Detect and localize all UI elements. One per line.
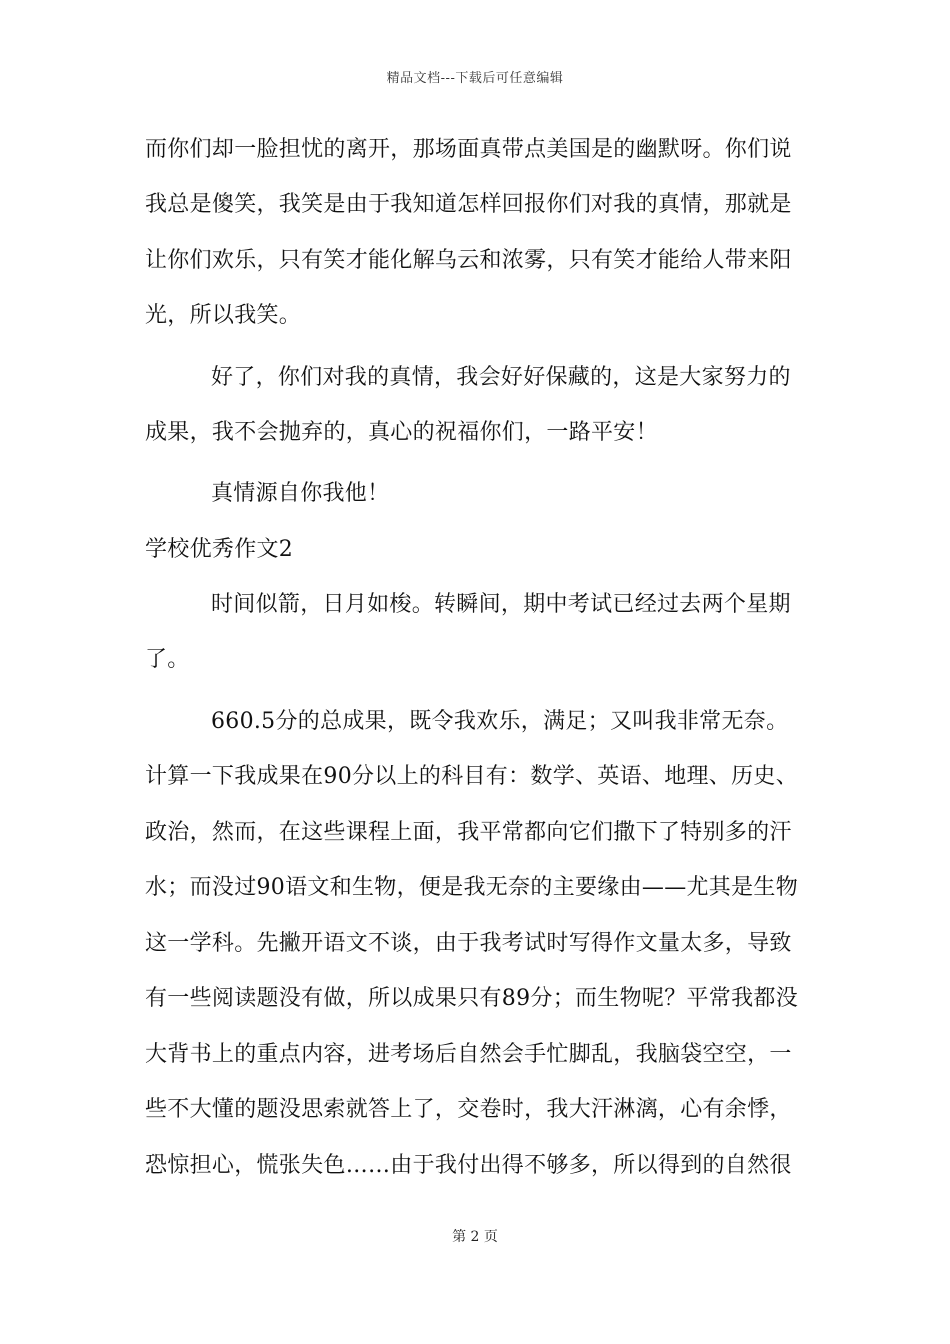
text-line: 了。 [145,647,190,672]
text-line: 恐惊担心，慌张失色……由于我付出得不够多，所以得到的自然很 [145,1153,792,1178]
paragraph-first-line: 好了，你们对我的真情，我会好好保藏的，这是大家努力的 [211,365,791,390]
text-line: 而你们却一脸担忧的离开，那场面真带点美国是的幽默呀。你们说 [145,137,792,162]
paragraph-first-line: 660.5分的总成果，既令我欢乐，满足；又叫我非常无奈。 [211,709,789,734]
text-line: 政治，然而，在这些课程上面，我平常都向它们撒下了特别多的汗 [145,820,792,845]
text-line: 成果，我不会抛弃的，真心的祝福你们，一路平安！ [145,420,658,445]
paragraph-first-line: 真情源自你我他！ [211,481,390,506]
page-number: 第 2 页 [452,1229,498,1245]
text-line: 光，所以我笑。 [145,303,302,328]
text-line: 我总是傻笑，我笑是由于我知道怎样回报你们对我的真情，那就是 [145,192,792,217]
text-line: 这一学科。先撇开语文不谈，由于我考试时写得作文量太多，导致 [145,931,792,956]
text-line: 有一些阅读题没有做，所以成果只有89分；而生物呢？平常我都没 [145,986,798,1011]
text-line: 大背书上的重点内容，进考场后自然会手忙脚乱，我脑袋空空，一 [145,1042,792,1067]
section-heading: 学校优秀作文2 [145,537,294,562]
page-header: 精品文档---下载后可任意编辑 [386,71,564,86]
text-line: 计算一下我成果在90分以上的科目有：数学、英语、地理、历史、 [145,764,798,789]
text-line: 些不大懂的题没思索就答上了，交卷时，我大汗淋漓，心有余悸， [145,1097,792,1122]
text-line: 让你们欢乐，只有笑才能化解乌云和浓雾，只有笑才能给人带来阳 [145,248,792,273]
paragraph-first-line: 时间似箭，日月如梭。转瞬间，期中考试已经过去两个星期 [211,592,791,617]
text-line: 水；而没过90语文和生物，便是我无奈的主要缘由——尤其是生物 [145,875,798,900]
